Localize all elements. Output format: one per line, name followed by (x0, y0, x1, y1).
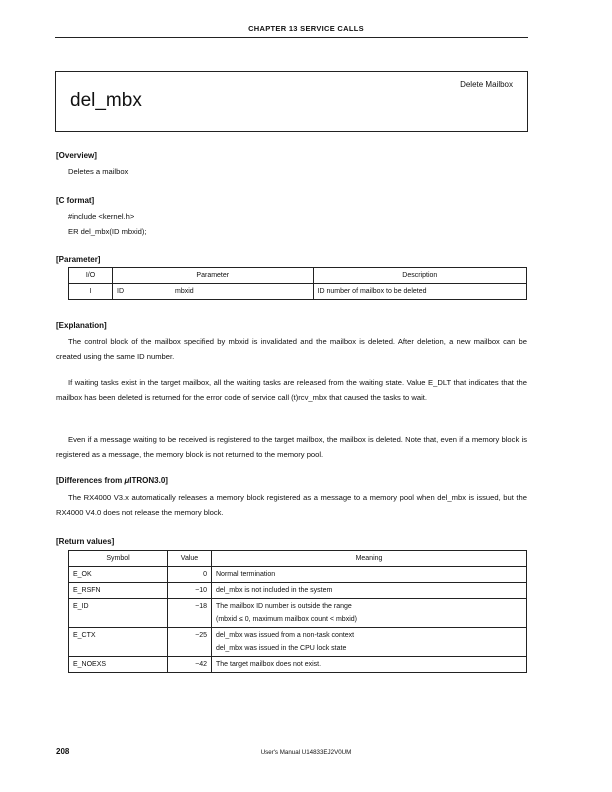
table-row (69, 583, 527, 599)
return-meaning: del_mbx is not included in the system (212, 583, 527, 599)
return-symbol: E_NOEXS (69, 657, 168, 673)
differences-heading-prefix: [Differences from (56, 476, 125, 485)
column-header: Description (313, 268, 526, 284)
table-row (69, 567, 527, 583)
function-category: Delete Mailbox (460, 80, 513, 89)
mu-symbol: μ (124, 476, 130, 485)
c-format-heading: [C format] (56, 196, 95, 205)
table-header-row (69, 268, 527, 284)
return-meaning-cell (212, 628, 527, 657)
return-values-table (68, 550, 527, 673)
return-value: −25 (168, 628, 212, 657)
function-name: del_mbx (70, 90, 142, 111)
overview-heading: [Overview] (56, 151, 97, 160)
return-meaning-detail: (mbxid ≤ 0, maximum mailbox count < mbxid) (216, 616, 357, 623)
table-row (69, 284, 527, 300)
param-description: ID number of mailbox to be deleted (313, 284, 526, 300)
parameter-heading: [Parameter] (56, 255, 101, 264)
return-symbol: E_ID (69, 599, 168, 628)
param-io: I (69, 284, 113, 300)
column-header: Value (168, 551, 212, 567)
return-meaning: The target mailbox does not exist. (212, 657, 527, 673)
column-header: I/O (69, 268, 113, 284)
differences-heading (56, 476, 168, 485)
column-header: Symbol (69, 551, 168, 567)
chapter-header: CHAPTER 13 SERVICE CALLS (248, 24, 364, 33)
column-header: Parameter (113, 268, 314, 284)
parameter-table (68, 267, 527, 300)
return-value: −10 (168, 583, 212, 599)
return-symbol: E_RSFN (69, 583, 168, 599)
table-header-row (69, 551, 527, 567)
differences-text: The RX4000 V3.x automatically releases a memory block registered as a message to a memory pool when del_mbx is issued, but the RX4000 V4.0 does not release the memory block. (56, 493, 527, 518)
return-symbol: E_CTX (69, 628, 168, 657)
overview-text: Deletes a mailbox (68, 167, 129, 176)
param-type: ID (113, 284, 172, 300)
page-number: 208 (56, 747, 70, 756)
title-box (55, 71, 528, 132)
return-symbol: E_OK (69, 567, 168, 583)
table-row (69, 628, 527, 657)
return-value: −18 (168, 599, 212, 628)
return-value: 0 (168, 567, 212, 583)
return-meaning-cell (212, 599, 527, 628)
header-rule (55, 37, 528, 38)
return-meaning: Normal termination (212, 567, 527, 583)
column-header: Meaning (212, 551, 527, 567)
explanation-paragraph: The control block of the mailbox specified by mbxid is invalidated and the mailbox is deleted. After deletion, a new mailbox can be created using the same ID number. (56, 337, 527, 362)
c-format-include: #include <kernel.h> (68, 212, 135, 221)
return-meaning-detail: del_mbx was issued in the CPU lock state (216, 645, 347, 652)
table-row (69, 657, 527, 673)
return-values-heading: [Return values] (56, 537, 115, 546)
explanation-paragraph: Even if a message waiting to be received is registered to the target mailbox, the mailbox is deleted. Note that, even if a memory block is registered as a message, the memory block is not returned to the memory pool. (56, 435, 527, 460)
document-id: User's Manual U14833EJ2V0UM (260, 749, 352, 756)
differences-heading-suffix: ITRON3.0] (129, 476, 168, 485)
param-name: mbxid (171, 284, 313, 300)
return-meaning: The mailbox ID number is outside the range (216, 603, 352, 610)
return-meaning: del_mbx was issued from a non-task context (216, 632, 355, 639)
return-value: −42 (168, 657, 212, 673)
explanation-paragraph: If waiting tasks exist in the target mailbox, all the waiting tasks are released from the waiting state. Value E_DLT that indicates that the mailbox has been deleted is returned for the error code of service call (t)rcv_mbx that caused the tasks to wait. (56, 378, 527, 403)
c-format-signature: ER del_mbx(ID mbxid); (68, 227, 147, 236)
explanation-heading: [Explanation] (56, 321, 107, 330)
table-row (69, 599, 527, 628)
